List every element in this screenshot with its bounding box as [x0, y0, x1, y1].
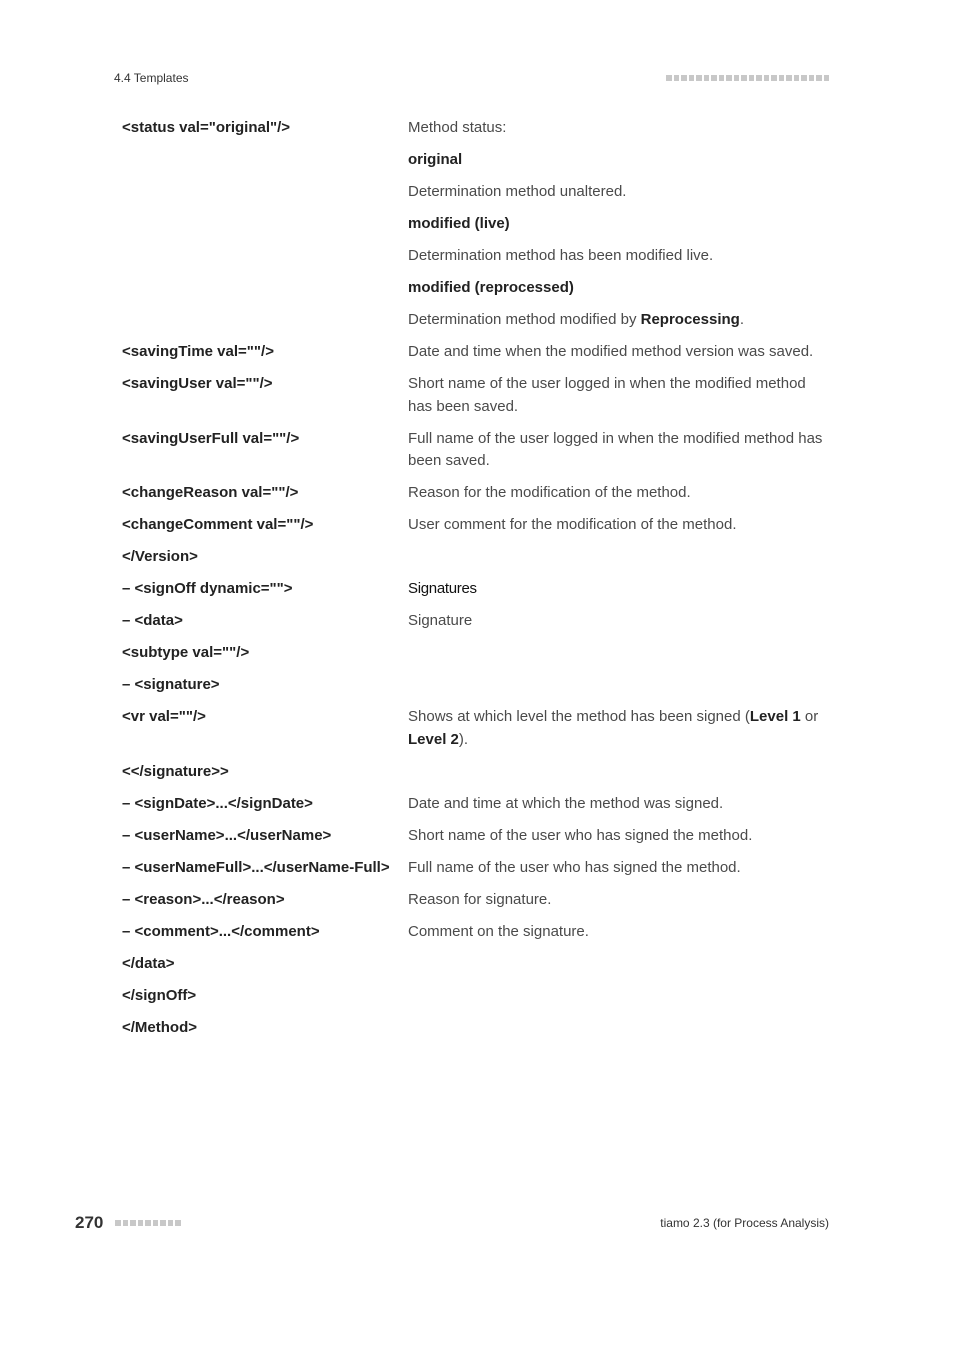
table-row — [122, 610, 832, 633]
table-row — [122, 546, 832, 569]
description-cell: Short name of the user who has signed the method. — [408, 826, 753, 844]
description-cell: Date and time at which the method was signed. — [408, 794, 724, 812]
description-cell: Short name of the user logged in when the modified method has been saved. — [408, 375, 806, 415]
table-row — [122, 889, 832, 912]
description-text: ). — [458, 730, 469, 748]
description-text: Shows at which level the method has been signed ( — [408, 708, 750, 725]
header-section-title: 4.4 Templates — [114, 71, 189, 85]
table-row — [122, 921, 832, 944]
tag-cell: <changeReason val=""/> — [122, 484, 299, 501]
table-row — [122, 706, 832, 751]
table-row — [122, 985, 832, 1008]
table-row — [122, 953, 832, 976]
description-cell: User comment for the modification of the method. — [408, 516, 737, 533]
table-row — [122, 277, 832, 300]
description-cell: Comment on the signature. — [408, 922, 589, 940]
tag-cell — [122, 181, 408, 204]
description-text: or — [800, 708, 819, 725]
tag-cell: – <userNameFull>...</userName-Full> — [122, 858, 390, 876]
description-cell: original — [408, 151, 463, 168]
description-cell — [408, 706, 832, 751]
description-cell: Signatures — [408, 580, 477, 597]
description-cell: Determination method has been modified live. — [408, 247, 714, 264]
tag-cell: </signOff> — [122, 986, 197, 1004]
tag-cell — [122, 213, 408, 236]
tag-cell — [122, 149, 408, 172]
page-number: 270 — [75, 1213, 104, 1232]
footer-decoration — [115, 1220, 181, 1226]
tag-cell: – <signDate>...</signDate> — [122, 794, 313, 812]
tag-cell: – <signature> — [122, 676, 220, 693]
tag-cell: – <data> — [122, 612, 183, 629]
table-row — [122, 213, 832, 236]
tag-cell: <status val="original"/> — [122, 119, 291, 136]
table-row — [122, 341, 832, 364]
tag-cell — [122, 245, 408, 268]
tag-cell: – <comment>...</comment> — [122, 922, 320, 940]
table-row — [122, 245, 832, 268]
tag-cell: <changeComment val=""/> — [122, 516, 314, 533]
description-text: . — [739, 311, 744, 328]
tag-cell: – <userName>...</userName> — [122, 826, 332, 844]
tag-cell: – <signOff dynamic=""> — [122, 580, 293, 597]
tag-cell: – <reason>...</reason> — [122, 890, 285, 908]
description-emphasis: Reprocessing — [640, 311, 740, 328]
table-row — [122, 181, 832, 204]
description-cell: Full name of the user logged in when the modified method has been saved. — [408, 429, 823, 469]
tag-cell — [122, 309, 408, 332]
description-cell: Reason for signature. — [408, 890, 552, 908]
table-row — [122, 793, 832, 816]
description-cell — [408, 985, 832, 1008]
table-row — [122, 309, 832, 332]
description-cell — [408, 953, 832, 976]
table-row — [122, 578, 832, 601]
description-cell — [408, 546, 832, 569]
tag-cell: <subtype val=""/> — [122, 644, 250, 661]
table-row — [122, 642, 832, 665]
table-row — [122, 761, 832, 784]
description-emphasis: Level 2 — [408, 730, 459, 748]
description-cell: Method status: — [408, 119, 507, 136]
table-row — [122, 674, 832, 697]
tag-description-table — [122, 117, 832, 1049]
description-emphasis: Level 1 — [749, 708, 801, 725]
tag-cell: <savingUser val=""/> — [122, 375, 273, 392]
table-row — [122, 428, 832, 473]
tag-cell: </data> — [122, 954, 175, 972]
table-row — [122, 857, 832, 880]
description-text: Determination method modified by — [408, 311, 641, 328]
table-row — [122, 1017, 832, 1040]
description-cell: Determination method unaltered. — [408, 183, 627, 200]
table-row — [122, 373, 832, 418]
tag-cell: <</signature>> — [122, 762, 229, 780]
description-cell — [408, 674, 832, 697]
description-cell: Reason for the modification of the method. — [408, 484, 691, 501]
tag-cell: </Method> — [122, 1018, 198, 1036]
tag-cell — [122, 277, 408, 300]
description-cell: Date and time when the modified method version was saved. — [408, 343, 814, 360]
description-cell — [408, 309, 832, 332]
table-row — [122, 149, 832, 172]
description-cell: modified (live) — [408, 215, 510, 232]
table-row — [122, 514, 832, 537]
footer-product-name: tiamo 2.3 (for Process Analysis) — [660, 1216, 829, 1230]
description-cell — [408, 1017, 832, 1040]
tag-cell: <savingTime val=""/> — [122, 343, 274, 360]
table-row — [122, 117, 832, 140]
description-cell: Full name of the user who has signed the method. — [408, 858, 741, 876]
tag-cell: </Version> — [122, 548, 198, 565]
table-row — [122, 482, 832, 505]
description-cell: Signature — [408, 612, 473, 629]
header-decoration — [666, 75, 829, 81]
description-cell — [408, 761, 832, 784]
table-row — [122, 825, 832, 848]
description-cell — [408, 642, 832, 665]
tag-cell: <savingUserFull val=""/> — [122, 429, 300, 447]
tag-cell: <vr val=""/> — [122, 708, 206, 725]
description-cell: modified (reprocessed) — [408, 279, 574, 296]
